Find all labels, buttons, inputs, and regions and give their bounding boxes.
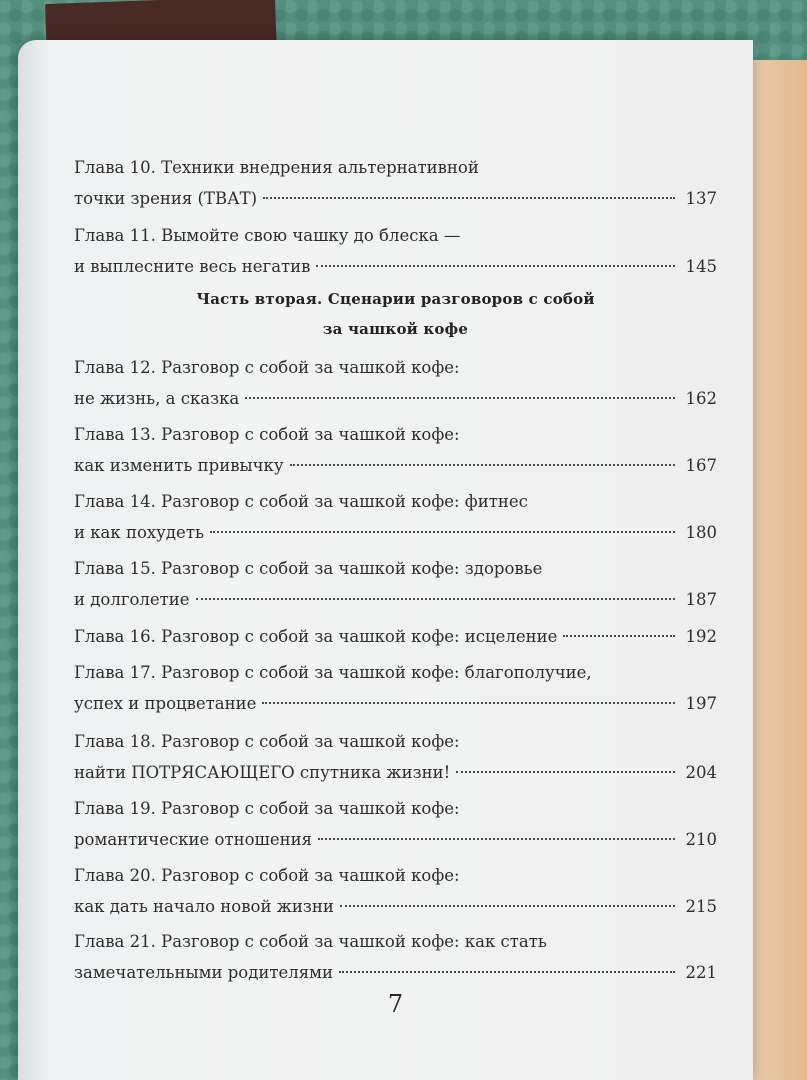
toc-entry-ch15 bbox=[74, 553, 717, 615]
toc-entry-title-line: Глава 15. Разговор с собой за чашкой кофе: здоровье bbox=[74, 559, 543, 578]
toc-entry-ch21 bbox=[74, 926, 717, 988]
toc-page-number: 197 bbox=[685, 694, 717, 713]
toc-entry-ch20 bbox=[74, 860, 717, 922]
toc-entry-ch16 bbox=[74, 621, 717, 652]
toc-page-number: 210 bbox=[685, 830, 717, 849]
toc-entry-ch14 bbox=[74, 486, 717, 548]
toc-entry-ch18 bbox=[74, 726, 717, 788]
section-title-line: за чашкой кофе bbox=[322, 320, 469, 338]
toc-entry-ch19 bbox=[74, 793, 717, 855]
toc-entry-ch12 bbox=[74, 352, 717, 414]
toc-entry-title-line: и долголетие bbox=[74, 590, 190, 609]
toc-entry-title-line: как изменить привычку bbox=[74, 456, 284, 475]
dot-leader bbox=[263, 197, 675, 199]
toc-entry-title-line: Глава 14. Разговор с собой за чашкой кофе: фитнес bbox=[74, 492, 528, 511]
toc-entry-title-line: и как похудеть bbox=[74, 523, 204, 542]
toc-entry-title-line: Глава 12. Разговор с собой за чашкой кофе: bbox=[74, 358, 460, 377]
toc-entry-title-line: как дать начало новой жизни bbox=[74, 897, 334, 916]
toc-page-number: 180 bbox=[685, 523, 717, 542]
toc-page-number: 145 bbox=[685, 257, 717, 276]
toc-page-number: 137 bbox=[685, 189, 717, 208]
toc-entry-title-line: замечательными родителями bbox=[74, 963, 334, 982]
section-title bbox=[74, 284, 717, 344]
toc-entry-ch10 bbox=[74, 152, 717, 214]
toc-page-number: 162 bbox=[685, 389, 717, 408]
dot-leader bbox=[563, 635, 675, 637]
toc-entry-ch13 bbox=[74, 419, 717, 481]
dot-leader bbox=[456, 771, 675, 773]
toc-page-number: 167 bbox=[685, 456, 717, 475]
book-page bbox=[18, 40, 753, 1080]
toc-entry-title-line: Глава 21. Разговор с собой за чашкой кофе: как стать bbox=[74, 932, 547, 951]
toc-entry-title-line: Глава 11. Вымойте свою чашку до блеска — bbox=[74, 226, 461, 245]
toc-entry-title-line: Глава 17. Разговор с собой за чашкой кофе: благополучие, bbox=[74, 663, 592, 682]
page-number: 7 bbox=[387, 990, 404, 1018]
dot-leader bbox=[318, 838, 675, 840]
toc-page-number: 215 bbox=[685, 897, 717, 916]
toc-entry-title-line: Глава 13. Разговор с собой за чашкой кофе: bbox=[74, 425, 460, 444]
toc-entry-title-line: найти ПОТРЯСАЮЩЕГО спутника жизни! bbox=[74, 763, 451, 782]
toc-entry-title-line: успех и процветание bbox=[74, 694, 257, 713]
toc-entry-title-line: Глава 18. Разговор с собой за чашкой кофе: bbox=[74, 732, 460, 751]
toc-entry-ch17 bbox=[74, 657, 717, 719]
toc-entry-ch11 bbox=[74, 220, 717, 282]
toc-entry-title-line: Глава 19. Разговор с собой за чашкой кофе: bbox=[74, 799, 460, 818]
toc-entry-title-line: точки зрения (ТВАТ) bbox=[74, 189, 258, 208]
dot-leader bbox=[262, 702, 675, 704]
dot-leader bbox=[339, 971, 675, 973]
toc-page-number: 192 bbox=[685, 627, 717, 646]
dot-leader bbox=[245, 397, 675, 399]
toc-entry-title-line: не жизнь, а сказка bbox=[74, 389, 240, 408]
table-of-contents bbox=[74, 40, 717, 1080]
dot-leader bbox=[290, 464, 675, 466]
section-title-line: Часть вторая. Сценарии разговоров с собой bbox=[196, 290, 595, 308]
toc-entry-title-line: и выплесните весь негатив bbox=[74, 257, 311, 276]
toc-entry-title-line: Глава 10. Техники внедрения альтернативной bbox=[74, 158, 479, 177]
dot-leader bbox=[340, 905, 675, 907]
toc-page-number: 204 bbox=[685, 763, 717, 782]
toc-entry-title-line: романтические отношения bbox=[74, 830, 313, 849]
dot-leader bbox=[210, 531, 675, 533]
toc-entry-title-line: Глава 20. Разговор с собой за чашкой кофе: bbox=[74, 866, 460, 885]
dot-leader bbox=[196, 598, 675, 600]
toc-entry-title-line: Глава 16. Разговор с собой за чашкой кофе: исцеление bbox=[74, 627, 558, 646]
toc-page-number: 221 bbox=[685, 963, 717, 982]
toc-page-number: 187 bbox=[685, 590, 717, 609]
dot-leader bbox=[316, 265, 675, 267]
